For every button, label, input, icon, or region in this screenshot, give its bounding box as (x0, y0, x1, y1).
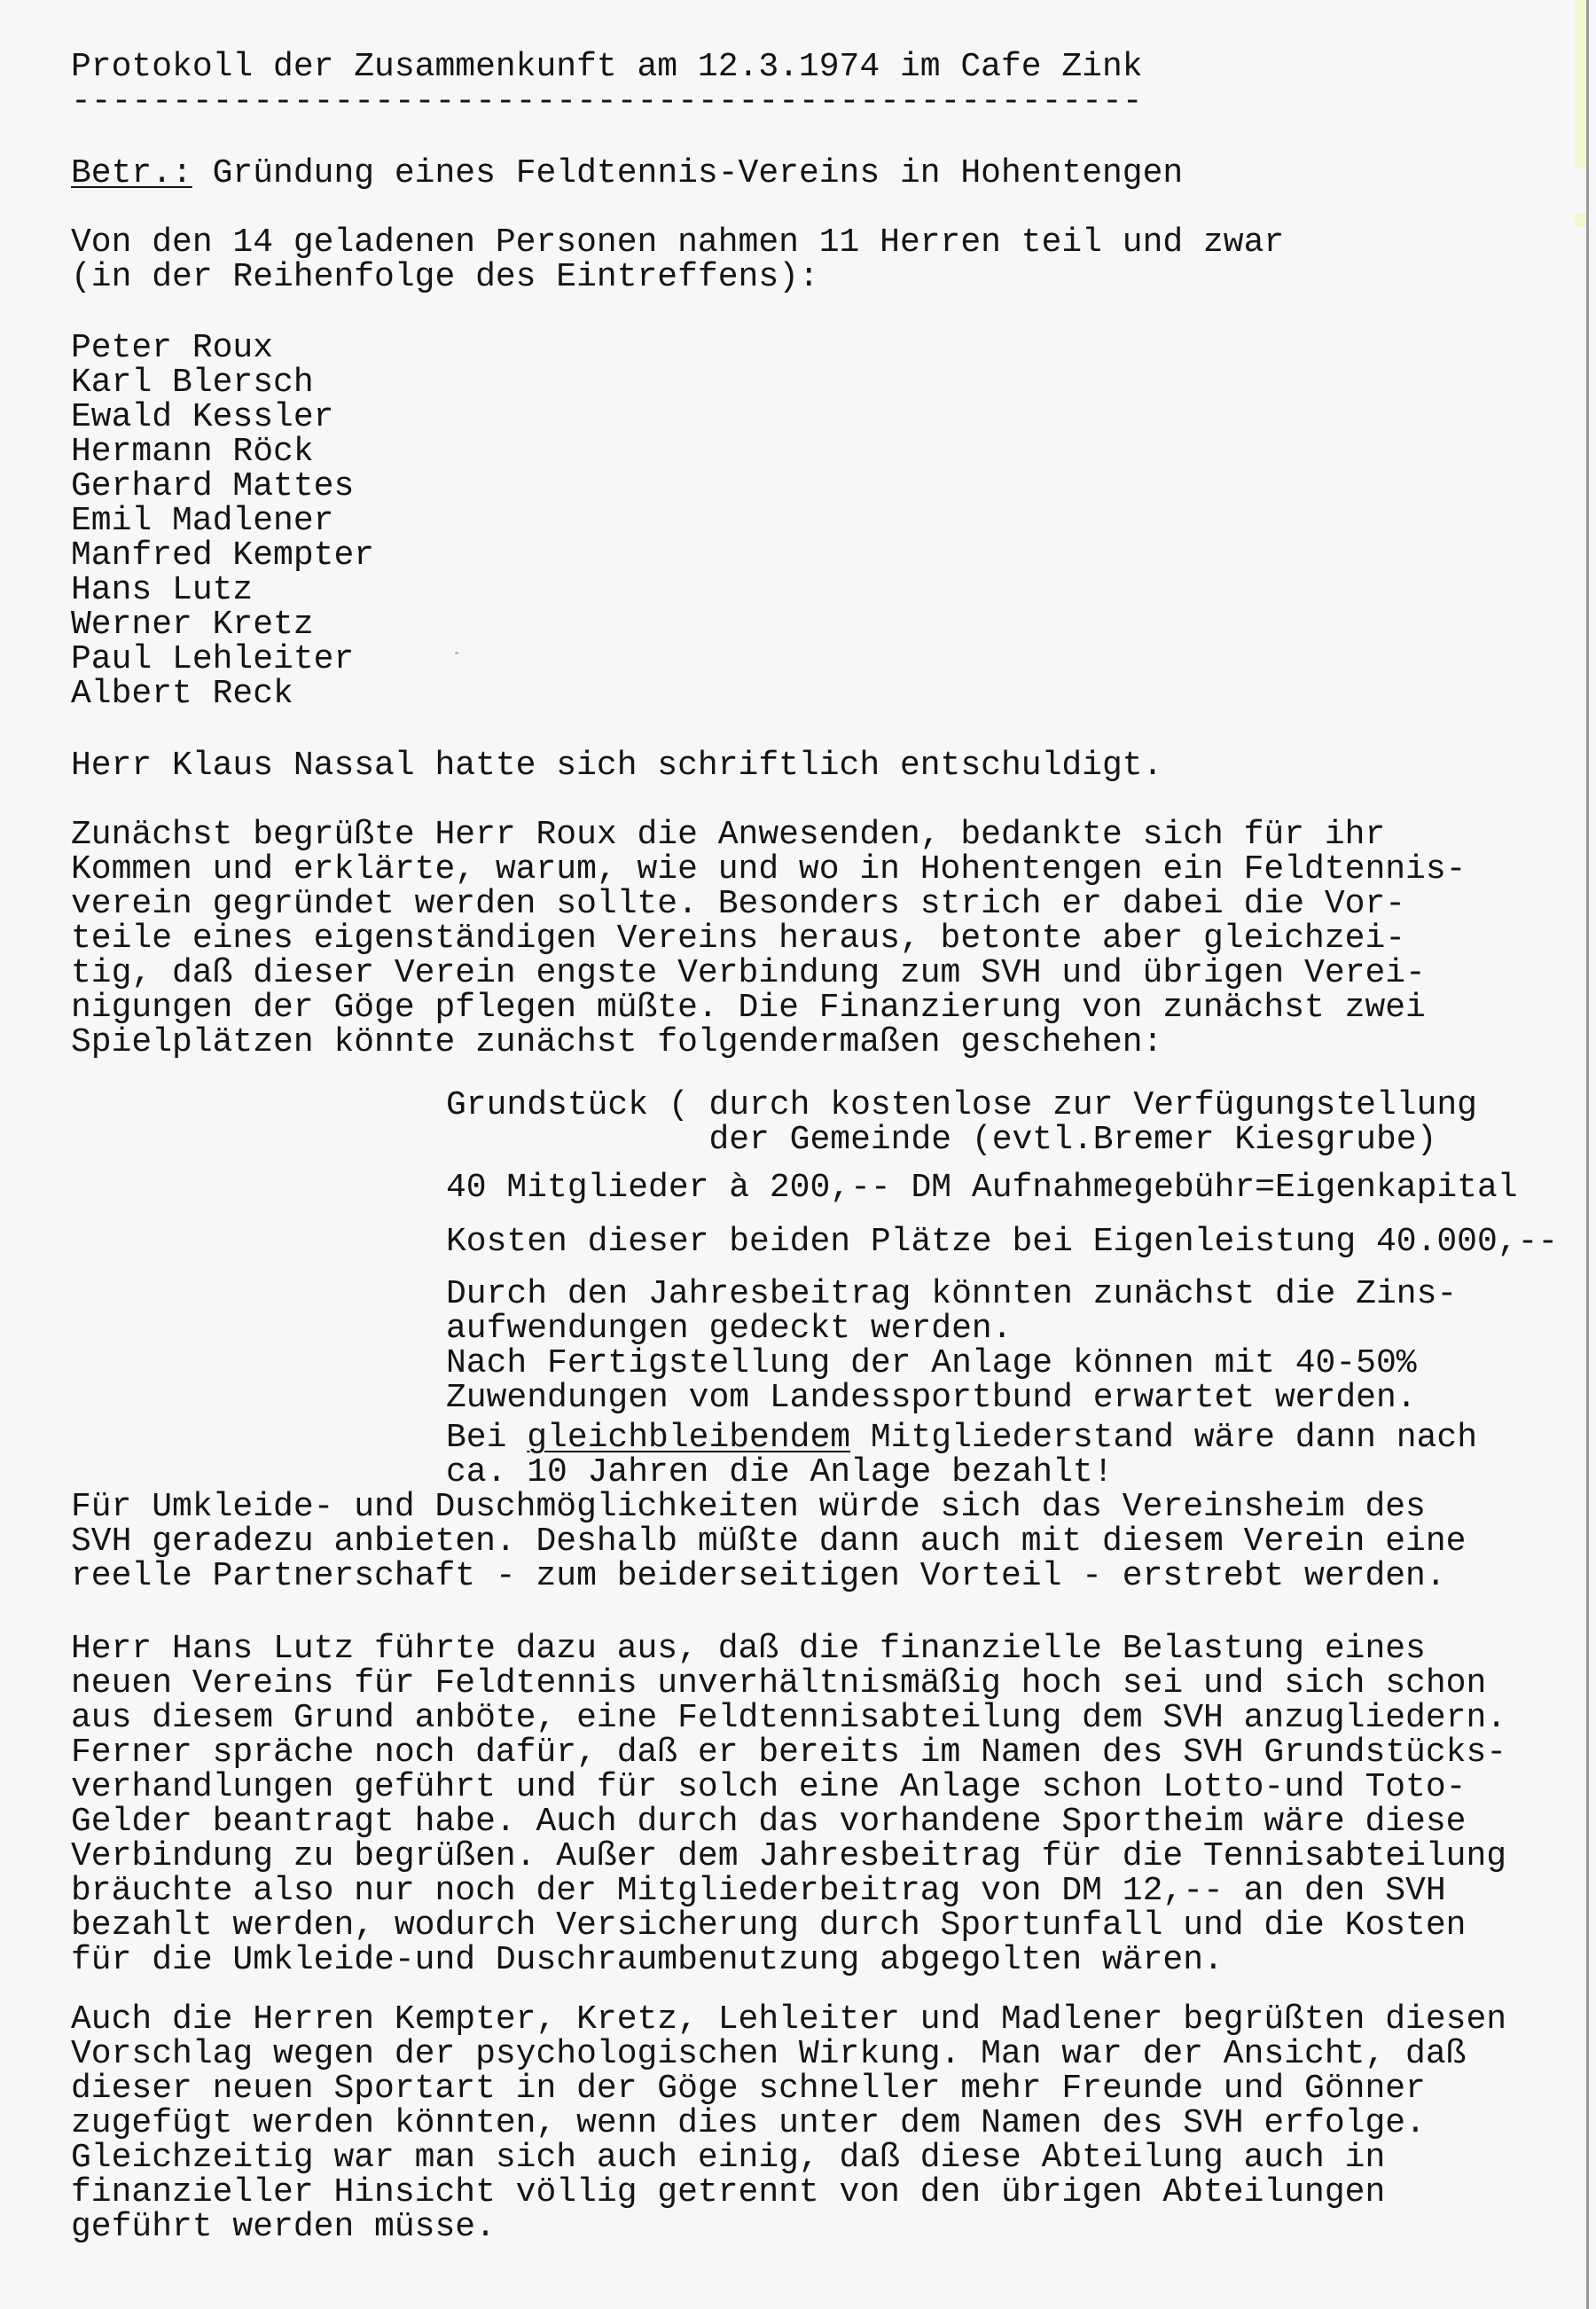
subject-line (71, 156, 1578, 191)
paragraph-line: Verbindung zu begrüßen. Außer dem Jahresbeitrag für die Tennisabteilung (71, 1837, 1507, 1875)
spacer (71, 1259, 1578, 1277)
spacer (71, 191, 1578, 225)
paragraph-line: für die Umkleide-und Duschraumbenutzung abgegolten wären. (71, 1941, 1224, 1979)
paragraph-line: geführt werden müsse. (71, 2208, 496, 2246)
paragraph-line: finanzieller Hinsicht völlig getrennt von den übrigen Abteilungen (71, 2173, 1386, 2211)
spacer (71, 1205, 1578, 1225)
title-dashed-rule: ----------------------------------------------------- (71, 82, 1143, 121)
attendee-name: Paul Lehleiter (71, 640, 355, 678)
paragraph-line: neuen Vereins für Feldtennis unverhältnismäßig hoch sei und sich schon (71, 1664, 1487, 1702)
bezahlt-suffix: Mitgliederstand wäre dann nach (850, 1419, 1477, 1457)
paragraph-line: nigungen der Göge pflegen müßte. Die Finanzierung von zunächst zwei (71, 989, 1426, 1027)
attendee-name: Hans Lutz (71, 571, 254, 609)
paragraph-line: Zunächst begrüßte Herr Roux die Anwesenden, bedankte sich für ihr (71, 816, 1386, 854)
paragraph-line: Auch die Herren Kempter, Kretz, Lehleiter und Madlener begrüßten diesen (71, 2000, 1507, 2039)
attendee-name: Manfred Kempter (71, 536, 375, 575)
attendee-name: Karl Blersch (71, 364, 314, 402)
bezahlt-underlined: gleichbleibendem (527, 1419, 851, 1457)
paragraph-line: aus diesem Grund anböte, eine Feldtennisabteilung dem SVH anzugliedern. (71, 1699, 1507, 1737)
paragraph-line: Herr Hans Lutz führte dazu aus, daß die finanzielle Belastung eines (71, 1630, 1426, 1668)
paragraph-line: reelle Partnerschaft - zum beiderseitigen Vorteil - erstrebt werden. (71, 1557, 1446, 1595)
paragraph-line: tig, daß dieser Verein engste Verbindung zum SVH und übrigen Verei- (71, 954, 1426, 992)
paragraph-line: teile eines eigenständigen Vereins heraus, betonte aber gleichzei- (71, 920, 1406, 958)
attendee-name: Gerhard Mattes (71, 467, 355, 505)
paragraph-line: Für Umkleide- und Duschmöglichkeiten würde sich das Vereinsheim des (71, 1488, 1426, 1526)
financing-mitglieder: 40 Mitglieder à 200,-- DM Aufnahmegebühr=Eigenkapital (446, 1169, 1518, 1207)
financing-line: Nach Fertigstellung der Anlage können mit 40-50% (446, 1344, 1417, 1382)
financing-line: der Gemeinde (evtl.Bremer Kiesgrube) (446, 1121, 1437, 1159)
paragraph-line: Gleichzeitig war man sich auch einig, daß diese Abteilung auch in (71, 2139, 1386, 2177)
paragraph-line: Spielplätzen könnte zunächst folgendermaßen geschehen: (71, 1023, 1163, 1061)
spacer (71, 294, 1578, 331)
paragraph-line: Gelder beantragt habe. Auch durch das vorhandene Sportheim wäre diese (71, 1803, 1467, 1841)
spacer (71, 1593, 1578, 1632)
financing-line: ca. 10 Jahren die Anlage bezahlt! (446, 1453, 1114, 1491)
paragraph-line: bräuchte also nur noch der Mitgliederbeitrag von DM 12,-- an den SVH (71, 1872, 1446, 1910)
spacer (71, 1977, 1578, 2002)
attendee-name: Ewald Kessler (71, 398, 334, 436)
attendee-name: Hermann Röck (71, 433, 314, 471)
paragraph-line: verhandlungen geführt und für solch eine Anlage schon Lotto-und Toto- (71, 1768, 1467, 1806)
financing-line (71, 1421, 1578, 1455)
financing-line: Durch den Jahresbeitrag könnten zunächst die Zins- (446, 1275, 1458, 1313)
spacer (71, 119, 1578, 156)
attendee-name: Peter Roux (71, 329, 274, 367)
paragraph-line: Kommen und erklärte, warum, wie und wo in Hohentengen ein Feldtennis- (71, 850, 1467, 888)
spacer (71, 783, 1578, 818)
intro-line: (in der Reihenfolge des Eintreffens): (71, 258, 819, 296)
paragraph-line: Ferner spräche noch dafür, daß er bereits im Namen des SVH Grundstücks- (71, 1734, 1507, 1772)
paragraph-line: verein gegründet werden sollte. Besonders strich er dabei die Vor- (71, 885, 1406, 923)
financing-line: Zuwendungen vom Landessportbund erwartet werden. (446, 1379, 1417, 1417)
page-edge-border (1586, 0, 1589, 2309)
paragraph-line: bezahlt werden, wodurch Versicherung durch Sportunfall und die Kosten (71, 1906, 1467, 1945)
subject-label: Betr.: (71, 154, 192, 192)
attendee-name: Albert Reck (71, 675, 293, 713)
financing-line: aufwendungen gedeckt werden. (446, 1310, 1013, 1348)
bezahlt-prefix: Bei (446, 1419, 528, 1457)
paragraph-line: SVH geradezu anbieten. Deshalb müßte dann auch mit diesem Verein eine (71, 1522, 1467, 1561)
spacer (71, 711, 1578, 748)
document-title: Protokoll der Zusammenkunft am 12.3.1974 im Cafe Zink (71, 48, 1143, 86)
excused-note: Herr Klaus Nassal hatte sich schriftlich entschuldigt. (71, 747, 1163, 785)
document-body (71, 50, 1578, 2244)
subject-text: Gründung eines Feldtennis-Vereins in Hohentengen (192, 154, 1184, 192)
spacer (71, 1060, 1578, 1088)
attendee-name: Werner Kretz (71, 606, 314, 644)
paragraph-line: zugefügt werden könnten, wenn dies unter dem Namen des SVH erfolge. (71, 2104, 1426, 2142)
paragraph-line: dieser neuen Sportart in der Göge schneller mehr Freunde und Gönner (71, 2070, 1426, 2108)
paragraph-line: Vorschlag wegen der psychologischen Wirkung. Man war der Ansicht, daß (71, 2035, 1467, 2073)
financing-line: Grundstück ( durch kostenlose zur Verfügungstellung (446, 1086, 1477, 1124)
financing-kosten: Kosten dieser beiden Plätze bei Eigenleistung 40.000,-- (446, 1223, 1559, 1261)
attendee-name: Emil Madlener (71, 502, 334, 540)
intro-line: Von den 14 geladenen Personen nahmen 11 Herren teil und zwar (71, 223, 1285, 262)
